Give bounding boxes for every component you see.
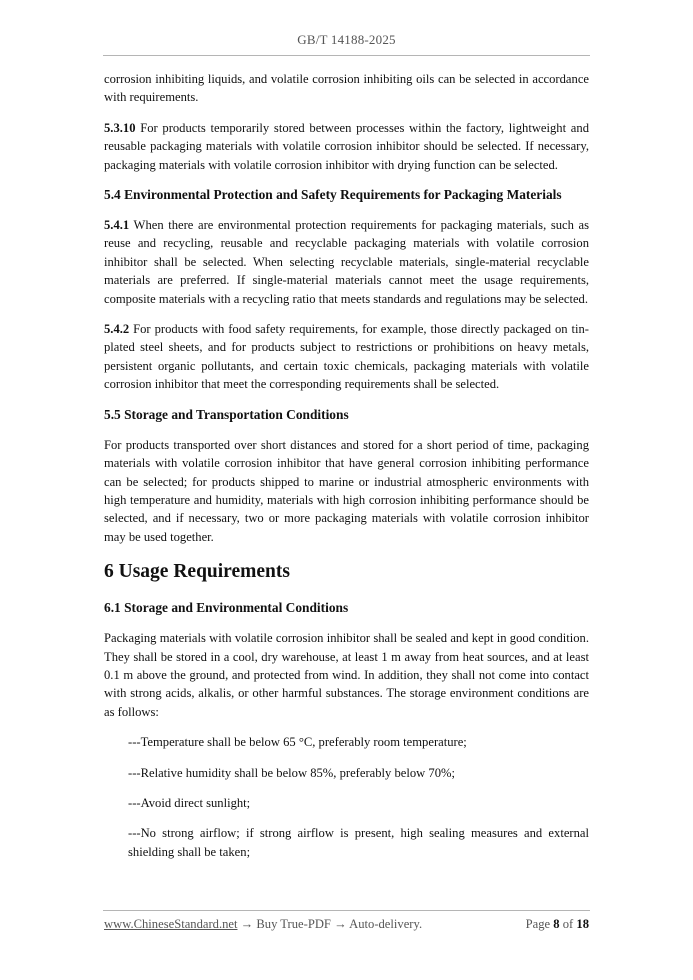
heading-5-4: 5.4 Environmental Protection and Safety Requirements for Packaging Materials <box>104 187 562 203</box>
footer-divider <box>103 910 590 911</box>
paragraph-6-1: Packaging materials with volatile corrosion inhibitor shall be sealed and kept in good condition. They shall be stored in a cool, dry warehouse, at least 1 m away from heat sources, and at least 0.1 m above the ground, and protected from wind. In addition, they shall not come into contact with strong acids, alkalis, or other harmful substances. The storage environment conditions are as follows: <box>104 631 589 719</box>
page-header: GB/T 14188-2025 <box>297 32 396 47</box>
page-indicator <box>526 917 589 932</box>
of-word: of <box>562 917 574 931</box>
clause-text: For products with food safety requirements, for example, those directly packaged on tin-plated steel sheets, and for products subject to restrictions or prohibitions on heavy metals, persistent organic pollutants, and certain toxic chemicals, packaging materials with volatile corrosion inhibitor that meet the corresponding requirements shall be selected. <box>104 322 589 392</box>
heading-5-5: 5.5 Storage and Transportation Conditions <box>104 406 349 422</box>
list-item: ---Relative humidity shall be below 85%, preferably below 70%; <box>128 765 455 780</box>
page-number: 8 <box>553 917 560 931</box>
clause-5-3-10 <box>104 119 589 174</box>
clause-text: When there are environmental protection requirements for packaging materials, such as reuse and recycling, reusable and recyclable packaging materials with volatile corrosion inhibitor shall be selected. When selecting recyclable materials, single-material recyclable materials are preferred. If single-material materials cannot meet the usage requirements, composite materials with a recycling ratio that meets standards and regulations may be selected. <box>104 218 589 306</box>
list-item: ---Avoid direct sunlight; <box>128 795 251 810</box>
clause-5-4-1 <box>104 216 589 308</box>
document-body <box>104 70 589 873</box>
clause-number: 5.4.1 <box>104 218 130 233</box>
page-footer <box>104 917 589 932</box>
page-word: Page <box>525 917 551 931</box>
list-item: ---No strong airflow; if strong airflow is present, high sealing measures and external shielding shall be taken; <box>128 826 589 859</box>
paragraph-5-5: For products transported over short distances and stored for a short period of time, packaging materials with volatile corrosion inhibitor that have general corrosion inhibiting performance can be selected; for products shipped to marine or industrial atmospheric environments with high temperature and humidity, materials with high corrosion inhibiting performance should be selected, and if necessary, two or more packaging materials with volatile corrosion inhibitor may be used together. <box>104 437 589 544</box>
promo-text: → Buy True-PDF → Auto-delivery. <box>237 917 423 931</box>
clause-text: For products temporarily stored between processes within the factory, lightweight and reusable packaging materials with volatile corrosion inhibitor should be selected. If necessary, packaging materials with volatile corrosion inhibitor with drying function can be selected. <box>104 120 589 172</box>
page-total: 18 <box>576 917 589 931</box>
header-divider <box>103 55 590 56</box>
clause-5-4-2 <box>104 320 589 394</box>
heading-6-1: 6.1 Storage and Environmental Conditions <box>104 600 349 616</box>
list-item: ---Temperature shall be below 65 °C, preferably room temperature; <box>128 735 467 750</box>
footer-promo <box>104 917 422 931</box>
clause-number: 5.3.10 <box>104 120 136 135</box>
clause-number: 5.4.2 <box>104 322 130 337</box>
heading-6: 6 Usage Requirements <box>104 561 290 583</box>
site-link[interactable]: www.ChineseStandard.net <box>104 917 238 931</box>
paragraph-continued: corrosion inhibiting liquids, and volatile corrosion inhibiting oils can be selected in accordance with requirements. <box>104 72 589 105</box>
